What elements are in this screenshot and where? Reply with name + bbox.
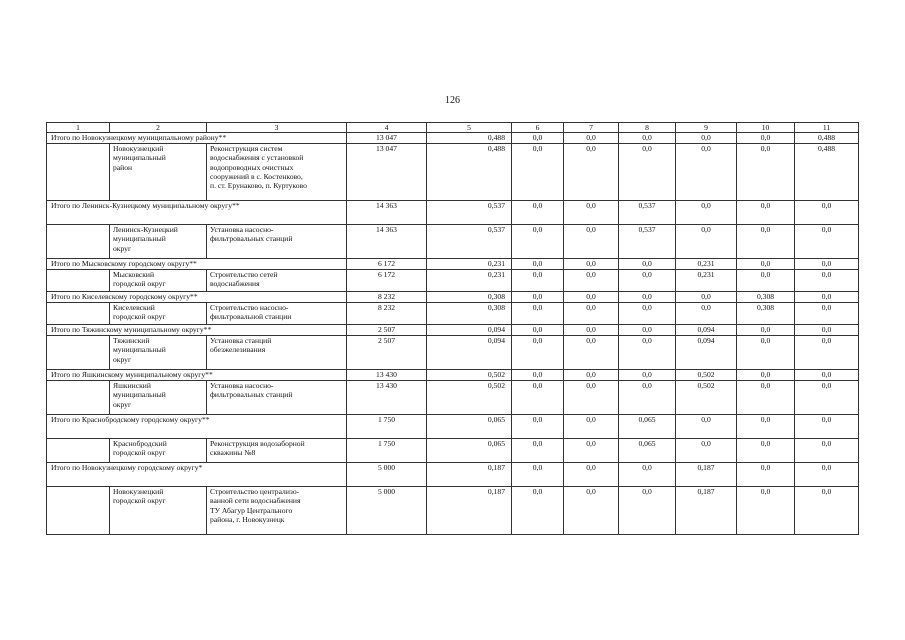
value-cell: 0,187: [427, 487, 512, 535]
value-cell: 0,0: [795, 259, 859, 270]
value-cell: 0,0: [795, 415, 859, 439]
total-label: Итого по Тяжинскому муниципальному округу**: [47, 325, 207, 336]
total-row: [47, 133, 859, 144]
total-label: Итого по Мысковскому городскому округу**: [47, 259, 207, 270]
value-cell: 0,488: [795, 144, 859, 201]
total-row: [47, 201, 859, 225]
total-label: Итого по Яшкинскому муниципальному округу**: [47, 370, 207, 381]
entity-line: Мысковский: [113, 270, 155, 280]
project-line: фильтровальных станций: [210, 390, 293, 400]
value-cell: 0,0: [619, 487, 676, 535]
value-cell: 0,502: [427, 370, 512, 381]
project-line: Установка насосно-: [210, 381, 274, 391]
value-cell: 0,187: [676, 487, 737, 535]
value-cell: 0,0: [795, 325, 859, 336]
value-cell: 0,537: [427, 225, 512, 259]
entity-cell: [110, 439, 207, 463]
project-line: Строительство сетей: [210, 270, 278, 280]
value-cell: 0,0: [564, 259, 619, 270]
total-row: [47, 259, 859, 270]
detail-row: [47, 303, 859, 325]
entity-line: округ: [113, 354, 132, 364]
entity-line: городской округ: [113, 496, 166, 506]
value-cell: 0,0: [564, 225, 619, 259]
detail-row: [47, 336, 859, 370]
entity-line: муниципальный: [113, 345, 166, 355]
total-label: Итого по Краснобродскому городскому округу**: [47, 415, 207, 439]
value-cell: 0,0: [795, 336, 859, 370]
project-cell: [207, 487, 347, 535]
value-cell: 0,231: [676, 270, 737, 292]
value-cell: 0,0: [795, 201, 859, 225]
entity-line: муниципальный: [113, 153, 166, 163]
value-cell: 0,0: [676, 292, 737, 303]
value-cell: 0,0: [564, 325, 619, 336]
project-cell: [207, 303, 347, 325]
value-cell: 0,0: [676, 144, 737, 201]
value-cell: 0,537: [619, 225, 676, 259]
project-line: Строительство централизо-: [210, 487, 300, 497]
value-cell: 0,0: [795, 303, 859, 325]
column-header: 3: [207, 123, 347, 133]
value-cell: 0,0: [737, 370, 795, 381]
value-cell: 1 750: [347, 439, 427, 463]
entity-line: муниципальный: [113, 234, 166, 244]
value-cell: 0,308: [427, 303, 512, 325]
value-cell: 0,0: [564, 144, 619, 201]
project-line: фильтровальной станции: [210, 312, 292, 322]
value-cell: 0,0: [512, 201, 564, 225]
page-number: 126: [445, 95, 460, 106]
entity-cell: [110, 336, 207, 370]
total-label: Итого по Киселевскому городскому округу**: [47, 292, 207, 303]
detail-row: [47, 270, 859, 292]
value-cell: 0,0: [512, 303, 564, 325]
entity-line: Киселевский: [113, 303, 155, 313]
value-cell: 0,0: [512, 225, 564, 259]
value-cell: 0,0: [737, 487, 795, 535]
value-cell: 0,0: [619, 336, 676, 370]
entity-line: район: [113, 162, 133, 172]
project-line: Реконструкция водозаборной: [210, 439, 305, 449]
value-cell: 0,488: [427, 144, 512, 201]
value-cell: 0,0: [619, 463, 676, 487]
empty-cell: [47, 487, 110, 535]
entity-cell: [110, 303, 207, 325]
entity-line: Новокузнецкий: [113, 487, 164, 497]
value-cell: 0,0: [512, 133, 564, 144]
value-cell: 0,0: [676, 415, 737, 439]
column-header: 2: [110, 123, 207, 133]
project-line: сооружений в с. Костенково,: [210, 171, 303, 181]
value-cell: 0,0: [512, 336, 564, 370]
entity-line: муниципальный: [113, 390, 166, 400]
value-cell: 0,0: [737, 270, 795, 292]
column-header: 9: [676, 123, 737, 133]
project-line: водопроводных очистных: [210, 162, 294, 172]
value-cell: 0,0: [512, 270, 564, 292]
value-cell: 0,094: [427, 325, 512, 336]
detail-row: [47, 487, 859, 535]
value-cell: 0,0: [619, 270, 676, 292]
total-label: Итого по Новокузнецкому муниципальному району**: [47, 133, 207, 144]
value-cell: 0,502: [676, 381, 737, 415]
value-cell: 0,0: [564, 381, 619, 415]
value-cell: 0,537: [427, 201, 512, 225]
value-cell: 0,0: [676, 201, 737, 225]
total-blank-cell: [207, 415, 347, 439]
project-line: Строительство насосно-: [210, 303, 289, 313]
value-cell: 0,094: [676, 325, 737, 336]
project-line: водоснабжения: [210, 279, 260, 289]
value-cell: 0,0: [737, 325, 795, 336]
value-cell: 0,0: [564, 370, 619, 381]
total-blank-cell: [207, 133, 347, 144]
value-cell: 0,0: [619, 144, 676, 201]
detail-row: [47, 439, 859, 463]
value-cell: 0,0: [564, 270, 619, 292]
value-cell: 0,0: [737, 259, 795, 270]
column-header: 8: [619, 123, 676, 133]
value-cell: 0,0: [564, 303, 619, 325]
project-cell: [207, 336, 347, 370]
value-cell: 0,0: [737, 225, 795, 259]
total-blank-cell: [207, 292, 347, 303]
value-cell: 0,0: [619, 292, 676, 303]
value-cell: 0,0: [737, 415, 795, 439]
value-cell: 0,488: [427, 133, 512, 144]
detail-row: [47, 144, 859, 201]
value-cell: 0,0: [512, 259, 564, 270]
total-blank-cell: [207, 463, 347, 487]
empty-cell: [47, 439, 110, 463]
value-cell: 0,308: [737, 303, 795, 325]
value-cell: 5 000: [347, 487, 427, 535]
value-cell: 0,065: [427, 439, 512, 463]
entity-line: Тяжинский: [113, 336, 150, 346]
project-line: Установка насосно-: [210, 225, 274, 235]
value-cell: 0,0: [795, 225, 859, 259]
value-cell: 2 507: [347, 336, 427, 370]
value-cell: 0,0: [564, 463, 619, 487]
project-line: обезжелезивания: [210, 345, 266, 355]
value-cell: 0,0: [619, 303, 676, 325]
total-blank-cell: [207, 325, 347, 336]
value-cell: 0,0: [676, 133, 737, 144]
entity-line: городской округ: [113, 279, 166, 289]
total-row: [47, 415, 859, 439]
value-cell: 0,0: [619, 370, 676, 381]
column-header: 1: [47, 123, 110, 133]
total-label: Итого по Новокузнецкому городскому округу*: [47, 463, 207, 487]
project-cell: [207, 270, 347, 292]
value-cell: 0,0: [737, 439, 795, 463]
value-cell: 0,0: [564, 292, 619, 303]
value-cell: 0,0: [795, 292, 859, 303]
entity-line: городской округ: [113, 448, 166, 458]
empty-cell: [47, 336, 110, 370]
value-cell: 0,0: [737, 463, 795, 487]
project-line: Реконструкция систем: [210, 144, 283, 154]
project-line: п. ст. Ерунаково, п. Куртуково: [210, 181, 307, 191]
value-cell: 0,0: [737, 201, 795, 225]
value-cell: 13 430: [347, 370, 427, 381]
project-cell: [207, 381, 347, 415]
value-cell: 0,0: [512, 415, 564, 439]
project-line: ТУ Абагур Центрального: [210, 505, 293, 515]
value-cell: 0,0: [512, 370, 564, 381]
entity-cell: [110, 270, 207, 292]
entity-line: Краснобродский: [113, 439, 167, 449]
value-cell: 2 507: [347, 325, 427, 336]
entity-cell: [110, 225, 207, 259]
value-cell: 13 047: [347, 144, 427, 201]
value-cell: 14 363: [347, 201, 427, 225]
value-cell: 0,094: [676, 336, 737, 370]
column-header: 4: [347, 123, 427, 133]
column-header: 11: [795, 123, 859, 133]
value-cell: 0,0: [795, 381, 859, 415]
value-cell: 0,502: [676, 370, 737, 381]
value-cell: 0,065: [619, 439, 676, 463]
value-cell: 0,0: [512, 381, 564, 415]
value-cell: 0,0: [795, 270, 859, 292]
entity-line: Яшкинский: [113, 381, 151, 391]
entity-line: Новокузнецкий: [113, 144, 164, 154]
value-cell: 14 363: [347, 225, 427, 259]
project-line: Установка станций: [210, 336, 272, 346]
project-line: ванной сети водоснабжения: [210, 496, 301, 506]
value-cell: 8 232: [347, 292, 427, 303]
value-cell: 0,0: [564, 439, 619, 463]
value-cell: 0,231: [676, 259, 737, 270]
value-cell: 13 430: [347, 381, 427, 415]
empty-cell: [47, 144, 110, 201]
total-row: [47, 325, 859, 336]
column-header: 5: [427, 123, 512, 133]
value-cell: 0,0: [564, 201, 619, 225]
total-row: [47, 292, 859, 303]
total-label: Итого по Ленинск-Кузнецкому муниципальному округу**: [47, 201, 207, 225]
value-cell: 0,065: [427, 415, 512, 439]
project-line: фильтровальных станций: [210, 234, 293, 244]
value-cell: 0,0: [737, 133, 795, 144]
value-cell: 0,094: [427, 336, 512, 370]
value-cell: 0,0: [795, 463, 859, 487]
column-header: 6: [512, 123, 564, 133]
value-cell: 0,0: [737, 144, 795, 201]
value-cell: 0,0: [564, 133, 619, 144]
detail-row: [47, 225, 859, 259]
empty-cell: [47, 225, 110, 259]
value-cell: 0,0: [564, 415, 619, 439]
empty-cell: [47, 381, 110, 415]
column-number-row: [47, 123, 859, 133]
value-cell: 0,0: [512, 463, 564, 487]
value-cell: 0,0: [676, 439, 737, 463]
entity-cell: [110, 381, 207, 415]
value-cell: 0,0: [512, 439, 564, 463]
value-cell: 0,0: [564, 336, 619, 370]
value-cell: 0,231: [427, 270, 512, 292]
value-cell: 0,488: [795, 133, 859, 144]
entity-cell: [110, 487, 207, 535]
value-cell: 0,502: [427, 381, 512, 415]
value-cell: 0,0: [512, 144, 564, 201]
value-cell: 0,0: [512, 292, 564, 303]
entity-line: городской округ: [113, 312, 166, 322]
project-cell: [207, 439, 347, 463]
value-cell: 0,065: [619, 415, 676, 439]
column-header: 10: [737, 123, 795, 133]
empty-cell: [47, 270, 110, 292]
entity-line: Ленинск-Кузнецкий: [113, 225, 178, 235]
value-cell: 0,0: [512, 325, 564, 336]
value-cell: 0,308: [737, 292, 795, 303]
value-cell: 8 232: [347, 303, 427, 325]
project-line: района, г. Новокузнецк: [210, 514, 285, 524]
value-cell: 0,0: [619, 259, 676, 270]
entity-cell: [110, 144, 207, 201]
value-cell: 0,0: [619, 133, 676, 144]
value-cell: 0,0: [795, 487, 859, 535]
value-cell: 0,537: [619, 201, 676, 225]
value-cell: 0,0: [795, 370, 859, 381]
total-blank-cell: [207, 259, 347, 270]
project-cell: [207, 225, 347, 259]
detail-row: [47, 381, 859, 415]
entity-line: округ: [113, 243, 132, 253]
value-cell: 13 047: [347, 133, 427, 144]
value-cell: 0,0: [676, 225, 737, 259]
project-line: водоснабжения с установкой: [210, 153, 304, 163]
value-cell: 0,231: [427, 259, 512, 270]
project-line: скважины №8: [210, 448, 256, 458]
value-cell: 0,0: [737, 336, 795, 370]
total-row: [47, 463, 859, 487]
empty-cell: [47, 303, 110, 325]
investment-table: [46, 122, 859, 535]
value-cell: 0,0: [564, 487, 619, 535]
project-cell: [207, 144, 347, 201]
entity-line: округ: [113, 399, 132, 409]
value-cell: 0,0: [512, 487, 564, 535]
total-row: [47, 370, 859, 381]
value-cell: 1 750: [347, 415, 427, 439]
value-cell: 0,187: [676, 463, 737, 487]
value-cell: 0,0: [619, 381, 676, 415]
value-cell: 0,0: [795, 439, 859, 463]
value-cell: 5 000: [347, 463, 427, 487]
value-cell: 0,0: [676, 303, 737, 325]
total-blank-cell: [207, 370, 347, 381]
value-cell: 6 172: [347, 270, 427, 292]
value-cell: 0,187: [427, 463, 512, 487]
value-cell: 0,308: [427, 292, 512, 303]
value-cell: 0,0: [737, 381, 795, 415]
value-cell: 0,0: [619, 325, 676, 336]
value-cell: 6 172: [347, 259, 427, 270]
column-header: 7: [564, 123, 619, 133]
